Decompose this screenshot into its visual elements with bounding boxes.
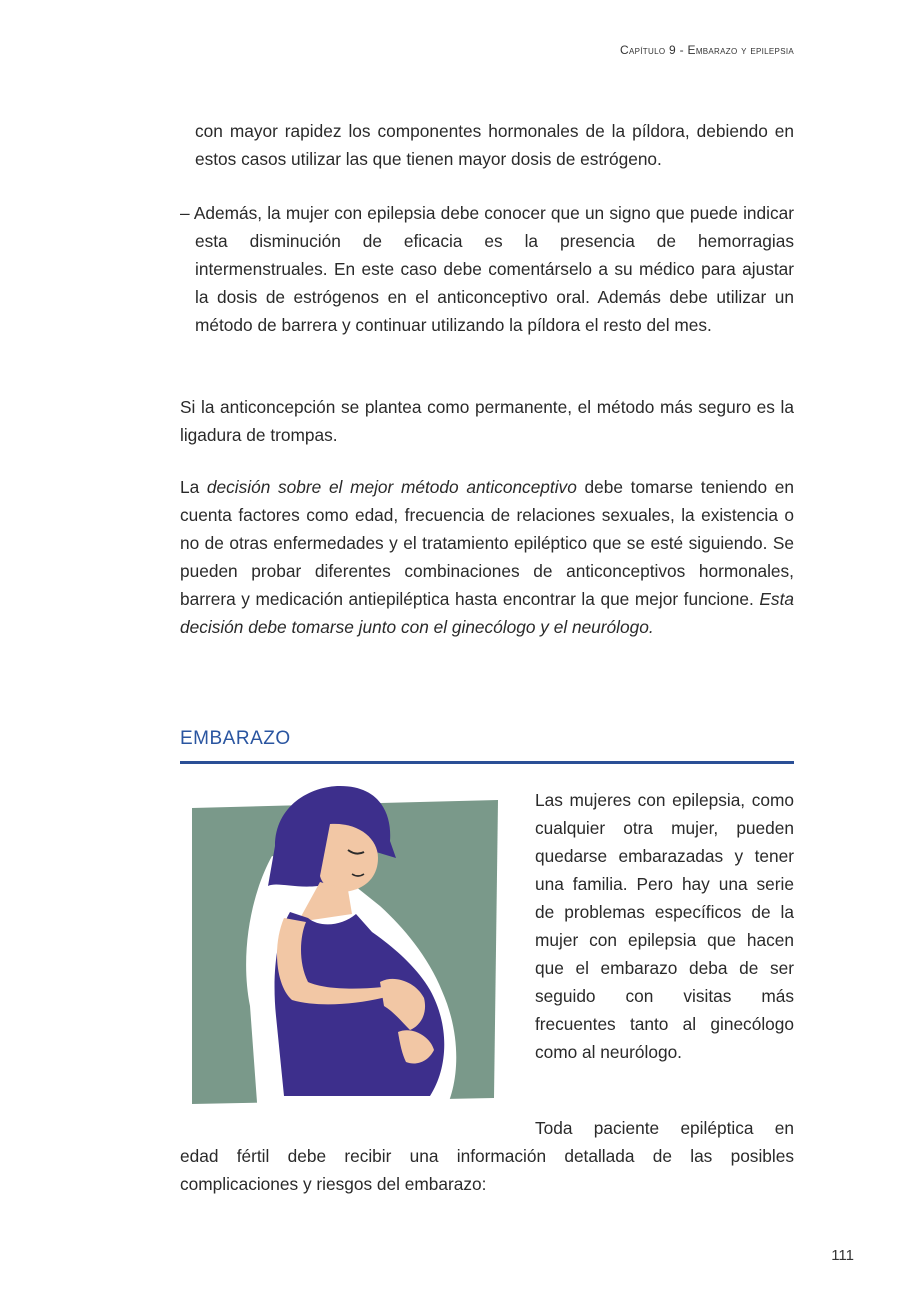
emphasis-text: decisión sobre el mejor método anticonceptivo	[206, 477, 577, 497]
section-side-paragraph: Las mujeres con epilepsia, como cualquier otra mujer, pueden quedarse embarazadas y tener una familia. Pero hay una serie de problemas específicos de la mujer con epilepsia que hacen que el embarazo deba de ser seguido con visitas más frecuentes tanto al ginecólogo como al neurólogo.	[535, 790, 794, 1062]
emphasis-text: Esta decisión debe tomarse junto con el ginecólogo y el neurólogo.	[180, 589, 794, 637]
section-divider	[180, 761, 794, 764]
paragraph-continuation: con mayor rapidez los componentes hormonales de la píldora, debiendo en estos casos utilizar las que tienen mayor dosis de estrógeno.	[195, 121, 794, 169]
paragraph-text: debe tomarse teniendo en cuenta factores como edad, frecuencia de relaciones sexuales, la existencia o no de otras enfermedades y el tratamiento epiléptico que se esté siguiendo. Se pueden probar diferentes combinaciones de anticonceptivos hormonales, barrera y medicación antiepiléptica hasta encontrar la que mejor funcione.	[180, 477, 794, 609]
paragraph-continuation: edad fértil debe recibir una información detallada de las posibles complicaciones y riesgos del embarazo:	[180, 1146, 794, 1194]
paragraph-line-start: Toda paciente epiléptica en	[535, 1118, 794, 1138]
page-number: 111	[831, 1247, 854, 1264]
paragraph-text: La	[180, 477, 207, 497]
running-header: Capítulo 9 - Embarazo y epilepsia	[620, 43, 794, 57]
paragraph-decision	[180, 473, 794, 641]
bullet-paragraph: – Además, la mujer con epilepsia debe conocer que un signo que puede indicar esta disminución de eficacia es la presencia de hemorragias intermenstruales. En este caso debe comentárselo a su médico para ajustar la dosis de estrógenos en el anticonceptivo oral. Además debe utilizar un método de barrera y continuar utilizando la píldora el resto del mes.	[180, 203, 794, 335]
paragraph-permanent-contraception: Si la anticoncepción se plantea como permanente, el método más seguro es la ligadura de trompas.	[180, 397, 794, 445]
pregnant-woman-icon	[180, 786, 520, 1121]
section-title: EMBARAZO	[180, 728, 291, 749]
